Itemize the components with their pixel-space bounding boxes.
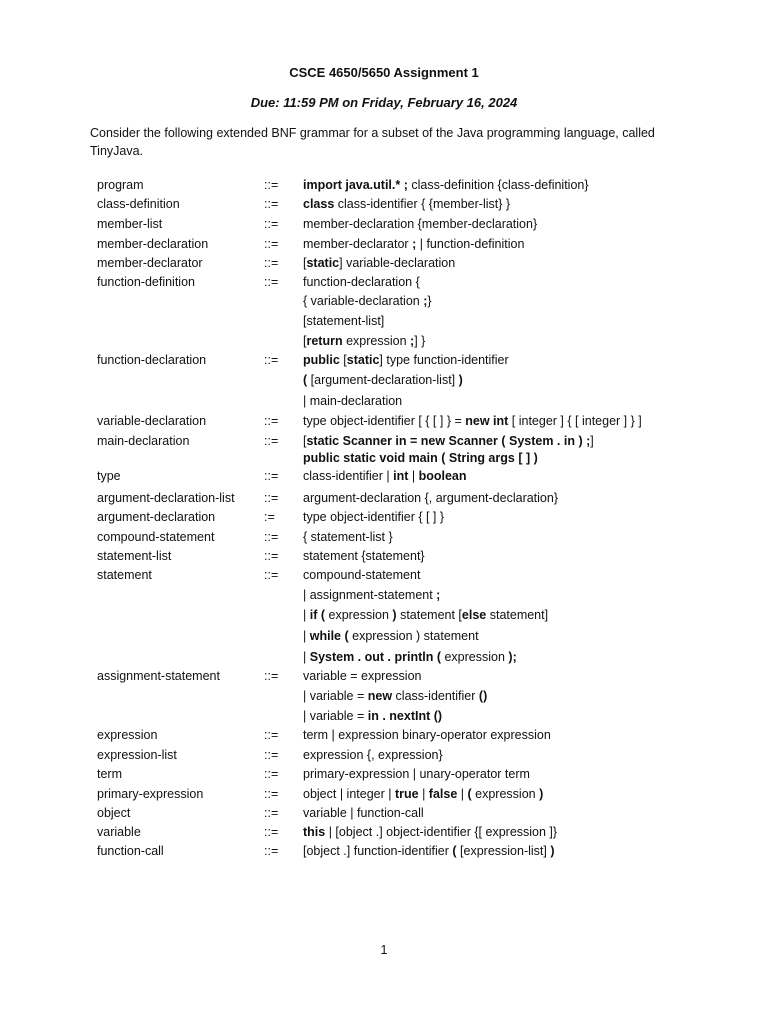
grammar-text: | (303, 629, 310, 643)
rule-nonterminal: variable (97, 825, 141, 839)
grammar-text: [object .] function-identifier (303, 844, 453, 858)
grammar-rule (0, 586, 768, 604)
grammar-text: type object-identifier [ { [ ] } = (303, 414, 466, 428)
rule-operator: ::= (264, 806, 279, 820)
keyword-token: static Scanner in = new Scanner ( System . in ) ; (306, 434, 591, 448)
grammar-text: statement {statement} (303, 549, 425, 563)
rule-definition (303, 547, 425, 565)
grammar-rule (0, 489, 768, 507)
rule-definition (303, 332, 425, 350)
keyword-token: ) (550, 844, 555, 858)
rule-nonterminal: type (97, 469, 121, 483)
grammar-rule (0, 392, 768, 410)
rule-operator: ::= (264, 748, 279, 762)
keyword-token: new int (465, 414, 509, 428)
grammar-text: statement] (486, 608, 549, 622)
grammar-rule (0, 332, 768, 350)
keyword-token: ); (508, 650, 517, 664)
grammar-rule (0, 765, 768, 783)
grammar-text: [ (303, 434, 307, 448)
grammar-text: ] } (414, 334, 426, 348)
rule-operator: ::= (264, 844, 279, 858)
rule-operator: ::= (264, 217, 279, 231)
grammar-rule (0, 627, 768, 645)
grammar-text: [argument-declaration-list] (307, 373, 459, 387)
rule-operator: ::= (264, 237, 279, 251)
rule-nonterminal: function-call (97, 844, 164, 858)
rule-definition (303, 687, 487, 705)
keyword-token: ) (539, 787, 544, 801)
rule-nonterminal: argument-declaration (97, 510, 216, 524)
rule-definition (303, 215, 537, 233)
rule-definition (303, 467, 467, 485)
grammar-rule (0, 547, 768, 565)
rule-nonterminal: compound-statement (97, 530, 215, 544)
rule-definition (303, 627, 479, 645)
grammar-rule (0, 351, 768, 369)
keyword-token: class (303, 197, 335, 211)
grammar-rule (0, 292, 768, 310)
grammar-text: ] type function-identifier (379, 353, 509, 367)
rule-definition (303, 804, 424, 822)
grammar-rule (0, 371, 768, 389)
document-title: CSCE 4650/5650 Assignment 1 (289, 65, 479, 80)
rule-definition (303, 412, 642, 430)
grammar-rule (0, 726, 768, 744)
grammar-rule (0, 176, 768, 194)
grammar-text: primary-expression | unary-operator term (303, 767, 530, 781)
grammar-rule (0, 606, 768, 624)
keyword-token: in . nextInt () (367, 709, 443, 723)
grammar-text: variable | function-call (303, 806, 424, 820)
grammar-text: compound-statement (303, 568, 421, 582)
rule-nonterminal: main-declaration (97, 434, 190, 448)
rule-nonterminal: expression-list (97, 748, 177, 762)
grammar-text: | function-definition (416, 237, 525, 251)
keyword-token: static (306, 256, 340, 270)
keyword-token: ; (436, 588, 441, 602)
rule-nonterminal: argument-declaration-list (97, 491, 235, 505)
grammar-rule (0, 449, 768, 467)
keyword-token: ) (458, 373, 463, 387)
intro-paragraph: Consider the following extended BNF grammar for a subset of the Java programming language, called TinyJava. (90, 126, 655, 158)
grammar-rule (0, 785, 768, 803)
keyword-token: () (478, 689, 488, 703)
rule-nonterminal: member-declaration (97, 237, 209, 251)
grammar-text: | main-declaration (303, 394, 403, 408)
rule-definition (303, 489, 558, 507)
rule-nonterminal: assignment-statement (97, 669, 220, 683)
keyword-token: ; (410, 334, 415, 348)
grammar-rule (0, 707, 768, 725)
rule-definition (303, 667, 421, 685)
rule-definition (303, 273, 420, 291)
rule-operator: ::= (264, 825, 279, 839)
keyword-token: import java.util.* ; (303, 178, 408, 192)
keyword-token: return (306, 334, 343, 348)
keyword-token: System . out . println ( (309, 650, 441, 664)
grammar-rule (0, 235, 768, 253)
rule-definition (303, 235, 524, 253)
grammar-text: class-identifier { {member-list} } (334, 197, 511, 211)
rule-definition (303, 292, 432, 310)
grammar-text: | (457, 787, 468, 801)
rule-nonterminal: expression (97, 728, 158, 742)
rule-operator: ::= (264, 669, 279, 683)
keyword-token: while ( (309, 629, 349, 643)
rule-operator: ::= (264, 728, 279, 742)
grammar-text: | variable = (303, 709, 368, 723)
keyword-token: false (428, 787, 458, 801)
rule-definition (303, 371, 463, 389)
keyword-token: ; (412, 237, 417, 251)
rule-definition (303, 351, 509, 369)
grammar-rule (0, 566, 768, 584)
keyword-token: static (346, 353, 380, 367)
rule-nonterminal: statement (97, 568, 152, 582)
rule-nonterminal: member-list (97, 217, 163, 231)
keyword-token: ( (452, 844, 457, 858)
grammar-text: function-declaration { (303, 275, 420, 289)
grammar-text: class-identifier | (303, 469, 394, 483)
keyword-token: this (303, 825, 326, 839)
rule-nonterminal: primary-expression (97, 787, 204, 801)
grammar-text: | (408, 469, 419, 483)
keyword-token: ) (392, 608, 397, 622)
rule-definition (303, 254, 455, 272)
rule-operator: ::= (264, 434, 279, 448)
keyword-token: ; (423, 294, 428, 308)
rule-operator: ::= (264, 491, 279, 505)
grammar-text: member-declaration {member-declaration} (303, 217, 538, 231)
rule-nonterminal: program (97, 178, 144, 192)
keyword-token: ( (303, 373, 308, 387)
rule-definition (303, 707, 442, 725)
grammar-text: term | expression binary-operator expression (303, 728, 551, 742)
grammar-text: ] variable-declaration (339, 256, 456, 270)
grammar-text: | (303, 608, 310, 622)
rule-nonterminal: object (97, 806, 131, 820)
grammar-text: member-declarator (303, 237, 413, 251)
rule-operator: ::= (264, 275, 279, 289)
keyword-token: int (393, 469, 409, 483)
grammar-text: argument-declaration {, argument-declaration} (303, 491, 559, 505)
grammar-text: expression (471, 787, 540, 801)
grammar-rule (0, 667, 768, 685)
grammar-rule (0, 215, 768, 233)
grammar-rule (0, 412, 768, 430)
rule-operator: ::= (264, 256, 279, 270)
rule-operator: ::= (264, 197, 279, 211)
rule-operator: ::= (264, 568, 279, 582)
rule-definition (303, 785, 543, 803)
grammar-text: | assignment-statement (303, 588, 437, 602)
rule-definition (303, 823, 557, 841)
rule-operator: ::= (264, 469, 279, 483)
grammar-rule (0, 823, 768, 841)
grammar-text: | [object .] object-identifier {[ expression ]} (325, 825, 558, 839)
grammar-text: [ integer ] { [ integer ] } ] (508, 414, 642, 428)
grammar-text: | (303, 650, 310, 664)
rule-operator: ::= (264, 414, 279, 428)
grammar-text: [ (303, 256, 307, 270)
rule-definition (303, 508, 444, 526)
grammar-rule (0, 648, 768, 666)
grammar-rule (0, 273, 768, 291)
grammar-text: expression (342, 334, 411, 348)
rule-definition (303, 606, 548, 624)
grammar-rule (0, 254, 768, 272)
grammar-text: [ (303, 334, 307, 348)
rule-operator: ::= (264, 353, 279, 367)
grammar-text: variable = expression (303, 669, 422, 683)
grammar-text: ] (590, 434, 594, 448)
keyword-token: new (367, 689, 393, 703)
rule-definition (303, 765, 530, 783)
rule-definition (303, 726, 551, 744)
rule-nonterminal: member-declarator (97, 256, 203, 270)
grammar-rule (0, 804, 768, 822)
grammar-text: { variable-declaration (303, 294, 424, 308)
grammar-rule (0, 312, 768, 330)
keyword-token: boolean (418, 469, 467, 483)
grammar-text: | (418, 787, 429, 801)
rule-nonterminal: statement-list (97, 549, 172, 563)
keyword-token: true (394, 787, 419, 801)
grammar-rule (0, 467, 768, 485)
rule-definition (303, 432, 594, 450)
rule-operator: := (264, 510, 275, 524)
rule-nonterminal: class-definition (97, 197, 180, 211)
rule-definition (303, 842, 555, 860)
rule-definition (303, 586, 440, 604)
page-number: 1 (380, 943, 388, 957)
rule-nonterminal: function-declaration (97, 353, 207, 367)
rule-operator: ::= (264, 530, 279, 544)
rule-nonterminal: function-definition (97, 275, 195, 289)
keyword-token: public (303, 353, 340, 367)
rule-definition (303, 195, 510, 213)
grammar-rule (0, 842, 768, 860)
keyword-token: else (461, 608, 487, 622)
keyword-token: ( (467, 787, 472, 801)
due-date: Due: 11:59 PM on Friday, February 16, 2024 (250, 95, 518, 110)
grammar-rule (0, 528, 768, 546)
grammar-rule (0, 432, 768, 450)
keyword-token: public static void main ( String args [ ] ) (303, 451, 538, 465)
grammar-text: expression {, expression} (303, 748, 443, 762)
grammar-text: | variable = (303, 689, 368, 703)
grammar-text: object | integer | (303, 787, 395, 801)
grammar-text: type object-identifier { [ ] } (303, 510, 445, 524)
rule-operator: ::= (264, 787, 279, 801)
rule-definition (303, 449, 538, 467)
rule-operator: ::= (264, 549, 279, 563)
rule-definition (303, 312, 384, 330)
grammar-text: class-identifier (392, 689, 479, 703)
rule-definition (303, 566, 420, 584)
grammar-rule (0, 195, 768, 213)
grammar-text: } (427, 294, 432, 308)
rule-operator: ::= (264, 767, 279, 781)
grammar-text: expression (325, 608, 393, 622)
grammar-rule (0, 687, 768, 705)
grammar-text: [statement-list] (303, 314, 385, 328)
grammar-rule (0, 746, 768, 764)
grammar-text: expression ) statement (348, 629, 479, 643)
rule-operator: ::= (264, 178, 279, 192)
rule-definition (303, 176, 589, 194)
grammar-text: [expression-list] (456, 844, 551, 858)
grammar-text: { statement-list } (303, 530, 393, 544)
rule-definition (303, 746, 443, 764)
grammar-text: expression (441, 650, 509, 664)
grammar-text: statement [ (396, 608, 462, 622)
rule-definition (303, 648, 517, 666)
keyword-token: if ( (309, 608, 326, 622)
grammar-rule (0, 508, 768, 526)
grammar-text: [ (339, 353, 347, 367)
rule-definition (303, 528, 393, 546)
rule-nonterminal: term (97, 767, 122, 781)
grammar-text: class-definition {class-definition} (407, 178, 589, 192)
rule-definition (303, 392, 402, 410)
rule-nonterminal: variable-declaration (97, 414, 207, 428)
